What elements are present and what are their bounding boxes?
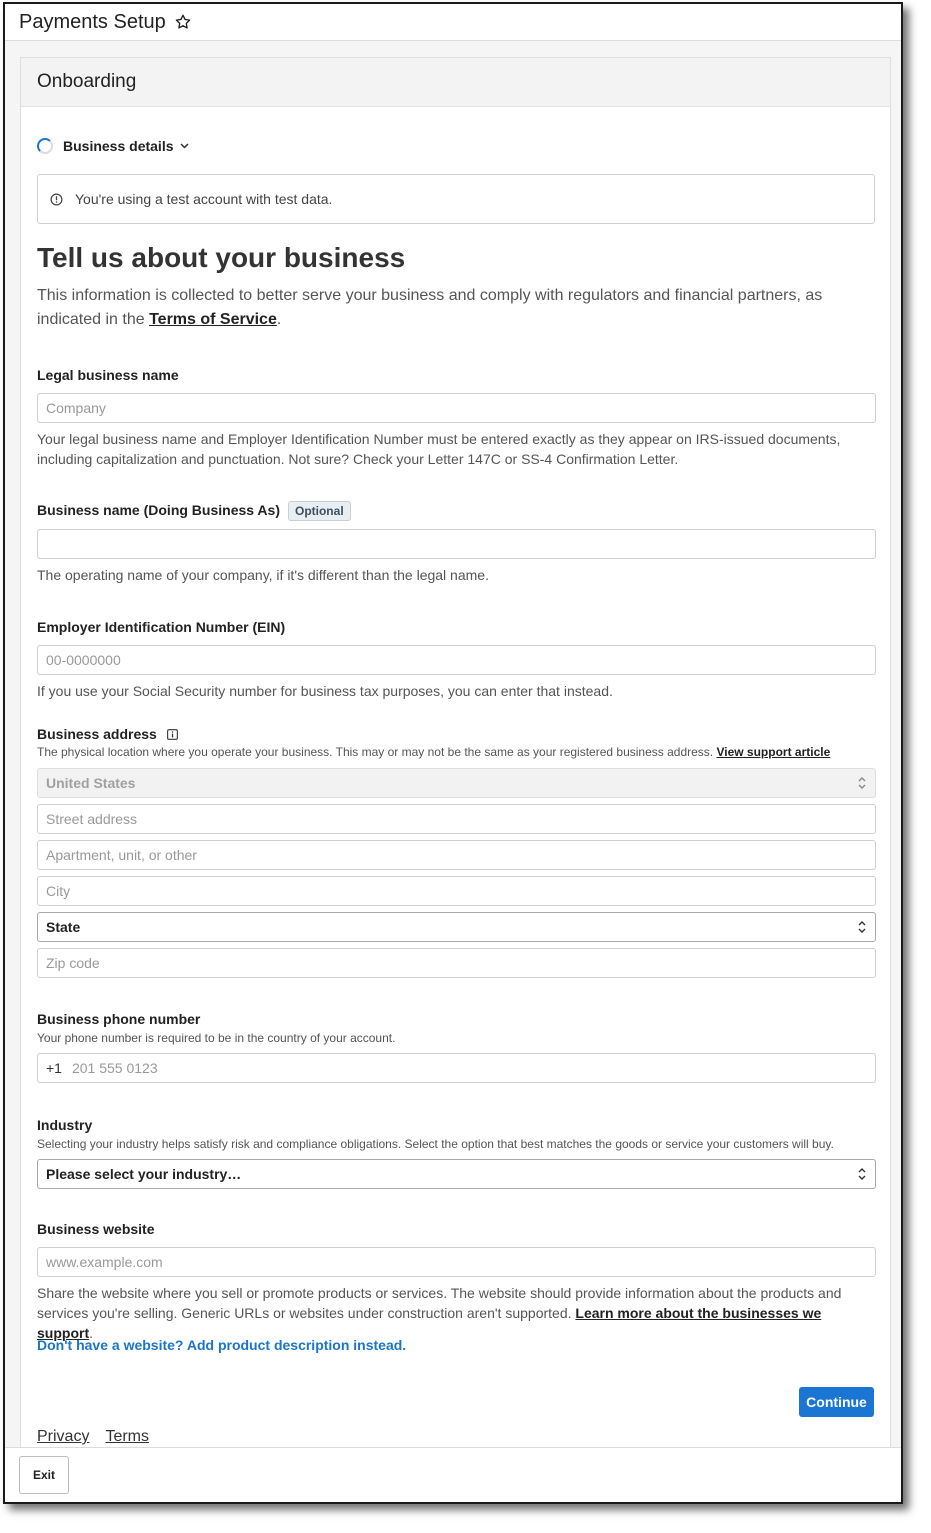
- website-label: Business website: [37, 1221, 155, 1237]
- dba-help: The operating name of your company, if it's different than the legal name.: [37, 567, 489, 583]
- industry-label: Industry: [37, 1117, 93, 1133]
- exit-button[interactable]: Exit: [19, 1456, 69, 1494]
- phone-label: Business phone number: [37, 1011, 201, 1027]
- dba-label-text: Business name (Doing Business As): [37, 502, 280, 518]
- view-support-article-link[interactable]: View support article: [716, 745, 831, 759]
- website-help-text: Share the website where you sell or promote products or services. The website should provide information about the products and services you're selling. Generic URLs or websites under construction aren't supported.: [37, 1285, 842, 1321]
- privacy-link[interactable]: Privacy: [37, 1428, 90, 1445]
- ein-label: Employer Identification Number (EIN): [37, 619, 286, 635]
- website-input[interactable]: [37, 1247, 876, 1277]
- legal-name-help: Your legal business name and Employer Identification Number must be entered exactly as they appear on IRS-issued documents, including capitalization and punctuation. Not sure? Check your Letter 147C or SS-4 Confirmation Letter.: [37, 431, 841, 467]
- onboarding-card: [20, 57, 891, 1477]
- top-bar: [5, 4, 901, 41]
- info-circle-icon: [50, 193, 63, 206]
- website-help: [37, 1283, 875, 1343]
- industry-sublabel: Selecting your industry helps satisfy risk and compliance obligations. Select the option that best matches the goods or service your customers will buy.: [37, 1137, 834, 1151]
- chevron-up-down-icon: [857, 920, 867, 934]
- website-help-end: .: [89, 1325, 93, 1341]
- continue-button[interactable]: Continue: [799, 1387, 874, 1417]
- legal-name-label: Legal business name: [37, 367, 179, 383]
- notice-text: You're using a test account with test data.: [75, 191, 333, 207]
- card-title: Onboarding: [21, 58, 890, 107]
- chevron-up-down-icon: [857, 776, 867, 790]
- phone-field[interactable]: [37, 1053, 876, 1083]
- chevron-up-down-icon: [857, 1167, 867, 1181]
- ein-help: If you use your Social Security number for business tax purposes, you can enter that instead.: [37, 683, 613, 699]
- step-business-details[interactable]: [37, 138, 189, 154]
- intro-end: .: [276, 311, 282, 328]
- learn-more-businesses-link[interactable]: Learn more about the businesses we support: [37, 1305, 822, 1341]
- intro-paragraph: [37, 284, 875, 332]
- phone-input[interactable]: [70, 1059, 875, 1077]
- country-value: United States: [46, 775, 136, 791]
- ein-input[interactable]: [37, 645, 876, 675]
- legal-name-input[interactable]: [37, 393, 876, 423]
- bottom-bar: [5, 1447, 901, 1502]
- app-window: [3, 2, 903, 1504]
- intro-text: This information is collected to better serve your business and comply with regulators and financial partners, as indicated in the: [37, 287, 823, 328]
- add-product-description-link[interactable]: Don't have a website? Add product description instead.: [37, 1337, 407, 1353]
- footer-links: [37, 1428, 149, 1446]
- country-select[interactable]: [37, 768, 876, 798]
- address-sublabel-text: The physical location where you operate your business. This may or may not be the same as your registered business address.: [37, 745, 717, 759]
- star-icon[interactable]: [174, 13, 192, 31]
- zip-code-input[interactable]: [37, 948, 876, 978]
- industry-value: Please select your industry…: [46, 1166, 242, 1182]
- address-label: [37, 726, 178, 742]
- address-sublabel: [37, 745, 875, 759]
- window-title: Payments Setup: [19, 10, 166, 33]
- step-label: Business details: [63, 138, 174, 154]
- optional-badge: Optional: [288, 501, 351, 521]
- state-value: State: [46, 919, 81, 935]
- state-select[interactable]: [37, 912, 876, 942]
- terms-of-service-link[interactable]: Terms of Service: [149, 311, 277, 328]
- terms-link[interactable]: Terms: [105, 1428, 150, 1445]
- address-label-text: Business address: [37, 726, 157, 742]
- dba-input[interactable]: [37, 529, 876, 559]
- dba-label: [37, 501, 351, 521]
- info-icon[interactable]: [167, 727, 178, 738]
- country-code: +1: [46, 1060, 62, 1076]
- apartment-input[interactable]: [37, 840, 876, 870]
- city-input[interactable]: [37, 876, 876, 906]
- test-account-notice: [37, 174, 875, 224]
- chevron-down-icon: [180, 140, 189, 152]
- page-heading: Tell us about your business: [37, 242, 406, 273]
- phone-sublabel: Your phone number is required to be in the country of your account.: [37, 1031, 396, 1045]
- street-address-input[interactable]: [37, 804, 876, 834]
- industry-select[interactable]: [37, 1159, 876, 1189]
- progress-spinner-icon: [37, 138, 53, 154]
